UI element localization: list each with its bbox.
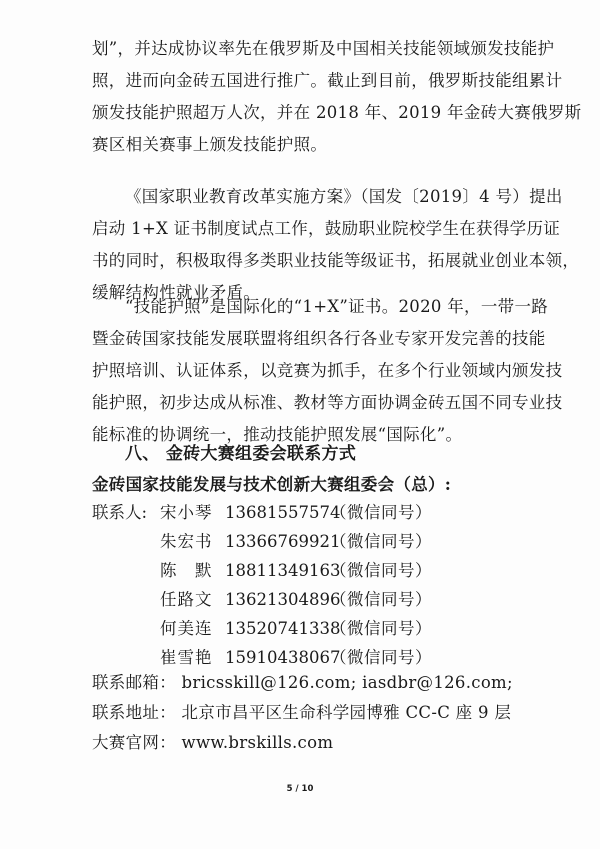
contact-phone: 13366769921 (225, 532, 341, 551)
contact-note: （微信同号） (330, 503, 432, 522)
contact-note: （微信同号） (330, 648, 432, 667)
paragraph-line: 暨金砖国家技能发展联盟将组织各行各业专家开发完善的技能 (92, 329, 546, 348)
organization-title: 金砖国家技能发展与技术创新大赛组委会（总）: (92, 475, 452, 494)
contact-phone: 15910438067 (225, 648, 341, 667)
paragraph-line: 能标准的协调统一，推动技能护照发展“国际化”。 (92, 425, 463, 444)
contact-phone: 18811349163 (225, 561, 341, 580)
contact-phone: 13520741338 (225, 619, 341, 638)
contact-note: （微信同号） (330, 532, 432, 551)
paragraph-line: 划”，并达成协议率先在俄罗斯及中国相关技能领域颁发技能护 (92, 39, 555, 58)
section-heading: 八、 金砖大赛组委会联系方式 (125, 444, 357, 464)
paragraph-line: 护照培训、认证体系，以竞赛为抓手，在多个行业领域内颁发技 (92, 361, 563, 380)
contact-name: 宋小琴 (160, 503, 213, 522)
contact-note: （微信同号） (330, 561, 432, 580)
paragraph-line: 《国家职业教育改革实施方案》（国发〔2019〕4 号）提出 (125, 187, 563, 206)
paragraph-line: 启动 1+X 证书制度试点工作，鼓励职业院校学生在获得学历证 (92, 219, 561, 238)
contact-name: 何美连 (160, 619, 213, 638)
paragraph-line: 照，进而向金砖五国进行推广。截止到目前，俄罗斯技能组累计 (92, 71, 563, 90)
paragraph-line: “技能护照”是国际化的“1+X”证书。2020 年，一带一路 (125, 297, 549, 316)
contacts-label: 联系人: (92, 503, 148, 522)
paragraph-line: 能护照，初步达成从标准、教材等方面协调金砖五国不同专业技 (92, 393, 563, 412)
page-number: 5 / 10 (286, 784, 314, 794)
contact-email: 联系邮箱： bricsskill@126.com; iasdbr@126.com; (92, 673, 513, 692)
contact-website: 大赛官网： www.brskills.com (92, 733, 334, 752)
contact-phone: 13621304896 (225, 590, 341, 609)
contact-note: （微信同号） (330, 619, 432, 638)
paragraph-line: 赛区相关赛事上颁发技能护照。 (92, 135, 328, 154)
contact-phone: 13681557574 (225, 503, 341, 522)
paragraph-line: 书的同时，积极取得多类职业技能等级证书，拓展就业创业本领， (92, 251, 580, 270)
paragraph-line: 缓解结构性就业矛盾。 (92, 283, 260, 302)
paragraph-line: 颁发技能护照超万人次，并在 2018 年、2019 年金砖大赛俄罗斯 (92, 103, 582, 122)
contact-name: 崔雪艳 (160, 648, 213, 667)
contact-name: 陈 默 (160, 561, 213, 580)
contact-name: 任路文 (160, 590, 213, 609)
contact-note: （微信同号） (330, 590, 432, 609)
contact-address: 联系地址： 北京市昌平区生命科学园博雅 CC-C 座 9 层 (92, 703, 512, 722)
contact-name: 朱宏书 (160, 532, 213, 551)
